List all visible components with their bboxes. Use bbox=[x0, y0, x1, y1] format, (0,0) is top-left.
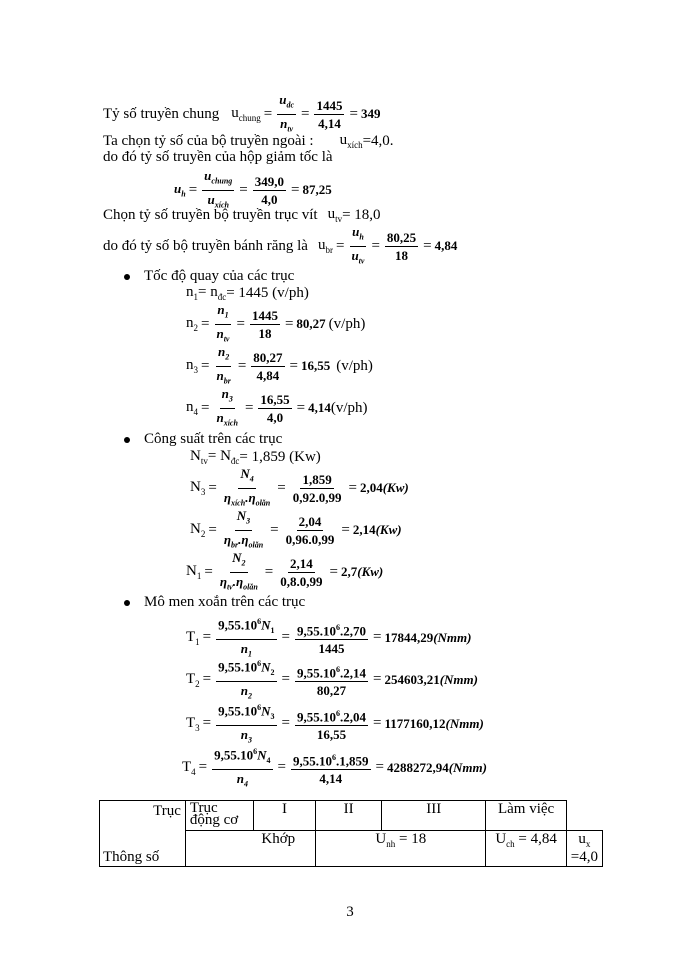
text-worm-ratio: Chọn tỷ số truyền bộ truyền trục vít bbox=[103, 206, 318, 223]
header-truc: Trục bbox=[153, 803, 181, 819]
sym-u-h: $u_h$ bbox=[174, 181, 186, 199]
line-N1: $N_1$ = $\frac{N_2}{\eta_{tv}.\eta_{olăn}}$ = $\frac{2,14}{0,8.0,99}$ = 2,7 (Kw) bbox=[186, 550, 384, 592]
header-thong-so: Thông số bbox=[103, 849, 160, 865]
header-lam-viec: Làm việc bbox=[486, 801, 566, 831]
header-shaft-2: II bbox=[316, 801, 382, 831]
value-u-tv: = 18,0 bbox=[342, 206, 381, 223]
line-T4: $T_4$ = $\frac{9,55.10^6N_4}{n_4}$ = $\frac{9,55.10^6.1,859}{4,14}$ = 4288272,94 (Nmm) bbox=[182, 744, 487, 792]
cell-unh: $U_{nh} = 18$ bbox=[316, 831, 486, 867]
fraction-udc-ntv: $\frac{u_{dc}}{n_{tv}}$ bbox=[279, 92, 294, 134]
line-uh-formula: $u_h$ = $\frac{u_{chung}}{u_{xích}}$ = $\frac{349,0}{4,0}$ = 87,25 bbox=[174, 168, 332, 212]
bullet-torque bbox=[124, 600, 130, 606]
sym-u-chung: $u_{chung}$ bbox=[231, 105, 261, 124]
value-u-xich: =4,0. bbox=[362, 132, 394, 149]
line-n3: $n_3$ = $\frac{n_2}{n_{br}}$ = $\frac{80,27}{4,84}$ = 16,55 (v/ph) bbox=[186, 344, 373, 386]
line-T2: $T_2$ = $\frac{9,55.10^6N_2}{n_2}$ = $\frac{9,55.10^6.2,14}{80,27}$ = 254603,21 (Nmm) bbox=[186, 656, 478, 704]
cell-uch: $U_{ch} = 4,84$ bbox=[486, 831, 566, 867]
text-gear-ratio: do đó tỷ số bộ truyền bánh răng là bbox=[103, 237, 308, 254]
line-gear-ratio: do đó tỷ số bộ truyền bánh răng là $u_{br}$ = $\frac{u_h}{u_{tv}}$ = $\frac{80,25}{18}$ = 4,84 bbox=[103, 224, 457, 268]
label-total-ratio: Tỷ số truyền chung bbox=[103, 105, 220, 122]
fraction-3490-40: $\frac{349,0}{4,0}$ bbox=[254, 173, 285, 207]
cell-ux: $u_x =4,0$ bbox=[566, 831, 602, 867]
page-number: 3 bbox=[346, 904, 354, 920]
result-8725: 87,25 bbox=[302, 182, 332, 198]
heading-torque: Mô men xoắn trên các trục bbox=[144, 594, 306, 610]
line-n2: $n_2$ = $\frac{n_1}{n_{tv}}$ = $\frac{1445}{18}$ = 80,27 (v/ph) bbox=[186, 302, 366, 344]
result-349: 349 bbox=[360, 106, 381, 122]
fraction-uchung-uxich: $\frac{u_{chung}}{u_{xích}}$ bbox=[204, 168, 233, 210]
line-total-ratio: Tỷ số truyền chung $u_{chung}$ = $\frac{u_{dc}}{n_{tv}}$ = $\frac{1445}{4,14}$ = 349 bbox=[103, 92, 380, 136]
line-worm-ratio bbox=[103, 206, 381, 224]
sym-u-tv: $u_{tv}$ bbox=[327, 206, 343, 224]
line-outer-ratio bbox=[103, 132, 394, 150]
heading-power: Công suất trên các trục bbox=[144, 431, 283, 447]
table-corner-cell bbox=[100, 801, 186, 867]
line-gearbox-ratio-text bbox=[103, 149, 333, 166]
result-484: 4,84 bbox=[434, 238, 458, 254]
line-n1: $n_1$ = $n_{đc}$ = 1445 (v/ph) bbox=[186, 284, 309, 302]
line-N3: $N_3$ = $\frac{N_4}{\eta_{xích}.\eta_{olăn}}$ = $\frac{1,859}{0,92.0,99}$ = 2,04 (Kw) bbox=[190, 466, 409, 508]
header-dong-co: Trục động cơ bbox=[185, 801, 253, 831]
line-ntv: $N_{tv}$ = $N_{đc}$ = 1,859 (Kw) bbox=[190, 448, 321, 466]
heading-speed: Tốc độ quay của các trục bbox=[144, 268, 295, 284]
fraction-8025-18: $\frac{80,25}{18}$ bbox=[386, 229, 417, 263]
bullet-speed bbox=[124, 274, 130, 280]
header-shaft-3: III bbox=[382, 801, 486, 831]
header-shaft-1: I bbox=[253, 801, 315, 831]
line-n4: $n_4$ = $\frac{n_3}{n_{xích}}$ = $\frac{16,55}{4,0}$ = 4,14 (v/ph) bbox=[186, 386, 368, 428]
sym-u-xich: $u_{xích}$ bbox=[339, 132, 363, 150]
sym-u-br: $u_{br}$ bbox=[317, 237, 333, 256]
parameter-table bbox=[99, 800, 603, 867]
text-gearbox-ratio: do đó tỷ số truyền của hộp giảm tốc là bbox=[103, 149, 333, 165]
text-outer-ratio: Ta chọn tỷ số của bộ truyền ngoài : bbox=[103, 132, 314, 149]
fraction-uh-utv: $\frac{u_h}{u_{tv}}$ bbox=[351, 224, 365, 266]
line-T1: $T_1$ = $\frac{9,55.10^6N_1}{n_1}$ = $\frac{9,55.10^6.2,70}{1445}$ = 17844,29 (Nmm) bbox=[186, 614, 472, 662]
equals-sign: = bbox=[263, 105, 273, 122]
bullet-power bbox=[124, 437, 130, 443]
fraction-1445-414: $\frac{1445}{4,14}$ bbox=[316, 97, 343, 131]
cell-khop: Khớp bbox=[185, 831, 315, 867]
line-N2: $N_2$ = $\frac{N_3}{\eta_{br}.\eta_{olăn}}$ = $\frac{2,04}{0,96.0,99}$ = 2,14 (Kw) bbox=[190, 508, 402, 550]
line-T3: $T_3$ = $\frac{9,55.10^6N_3}{n_3}$ = $\frac{9,55.10^6.2,04}{16,55}$ = 1177160,12 (Nmm) bbox=[186, 700, 484, 748]
